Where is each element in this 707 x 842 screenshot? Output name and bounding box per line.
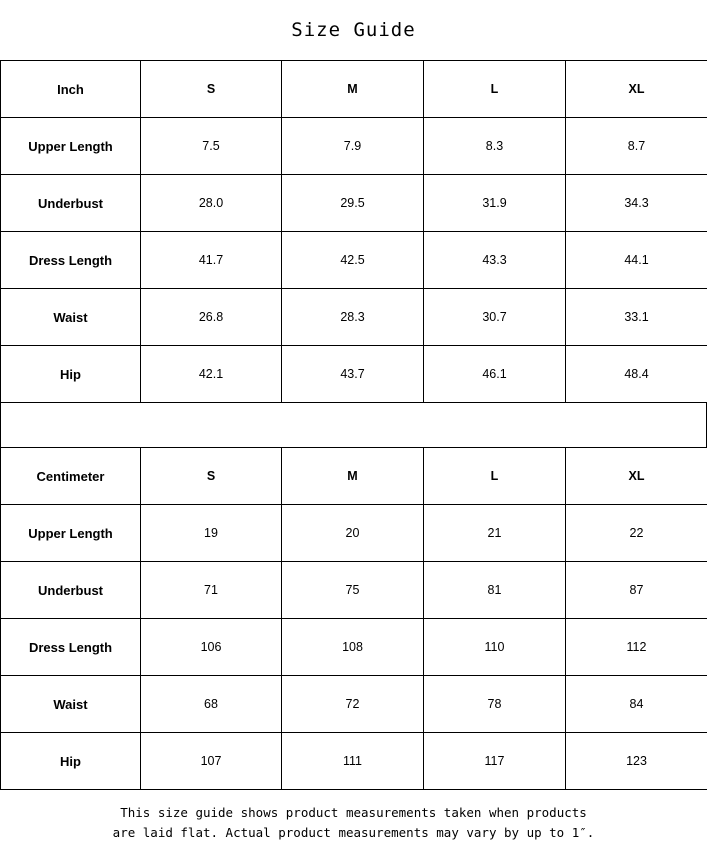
cell-value: 87 [566,562,707,619]
centimeter-size-table [0,447,707,790]
cell-value: 7.5 [141,118,282,175]
table-row [1,676,707,733]
table-row [1,733,707,790]
row-label: Upper Length [1,505,141,562]
cell-value: 26.8 [141,289,282,346]
row-label: Underbust [1,175,141,232]
cell-value: 8.7 [566,118,707,175]
table-row [1,562,707,619]
cell-value: 110 [424,619,566,676]
cell-value: 22 [566,505,707,562]
column-header-l: L [424,448,566,505]
table-row [1,346,707,403]
cell-value: 108 [282,619,424,676]
table-row [1,175,707,232]
cell-value: 28.0 [141,175,282,232]
row-label: Waist [1,676,141,733]
cell-value: 29.5 [282,175,424,232]
cell-value: 43.3 [424,232,566,289]
cell-value: 7.9 [282,118,424,175]
cell-value: 48.4 [566,346,707,403]
table-row [1,619,707,676]
row-label: Dress Length [1,619,141,676]
cell-value: 75 [282,562,424,619]
cell-value: 20 [282,505,424,562]
cell-value: 112 [566,619,707,676]
column-header-xl: XL [566,61,707,118]
table-row [1,505,707,562]
row-label: Dress Length [1,232,141,289]
cell-value: 30.7 [424,289,566,346]
row-label: Hip [1,346,141,403]
column-header-s: S [141,61,282,118]
cell-value: 117 [424,733,566,790]
column-header-m: M [282,61,424,118]
table-gap-divider [0,403,707,447]
cell-value: 84 [566,676,707,733]
cell-value: 123 [566,733,707,790]
row-label: Hip [1,733,141,790]
cell-value: 41.7 [141,232,282,289]
cell-value: 21 [424,505,566,562]
table-header-row [1,61,707,118]
column-header-l: L [424,61,566,118]
cell-value: 81 [424,562,566,619]
cell-value: 111 [282,733,424,790]
inch-size-table [0,60,707,403]
row-label: Underbust [1,562,141,619]
cell-value: 8.3 [424,118,566,175]
cell-value: 72 [282,676,424,733]
footer-note [0,790,707,842]
unit-label-centimeter: Centimeter [1,448,141,505]
column-header-xl: XL [566,448,707,505]
cell-value: 42.1 [141,346,282,403]
column-header-m: M [282,448,424,505]
cell-value: 44.1 [566,232,707,289]
table-row [1,118,707,175]
column-header-s: S [141,448,282,505]
cell-value: 28.3 [282,289,424,346]
page-title: Size Guide [291,19,416,41]
cell-value: 107 [141,733,282,790]
footer-line-2: are laid flat. Actual product measurements may vary by up to 1″. [112,824,595,840]
cell-value: 31.9 [424,175,566,232]
cell-value: 46.1 [424,346,566,403]
row-label: Waist [1,289,141,346]
cell-value: 34.3 [566,175,707,232]
cell-value: 106 [141,619,282,676]
footer-line-1: This size guide shows product measurements taken when products [120,805,587,821]
cell-value: 43.7 [282,346,424,403]
cell-value: 78 [424,676,566,733]
unit-label-inch: Inch [1,61,141,118]
cell-value: 68 [141,676,282,733]
table-row [1,232,707,289]
cell-value: 19 [141,505,282,562]
cell-value: 33.1 [566,289,707,346]
row-label: Upper Length [1,118,141,175]
cell-value: 71 [141,562,282,619]
table-header-row [1,448,707,505]
cell-value: 42.5 [282,232,424,289]
table-row [1,289,707,346]
